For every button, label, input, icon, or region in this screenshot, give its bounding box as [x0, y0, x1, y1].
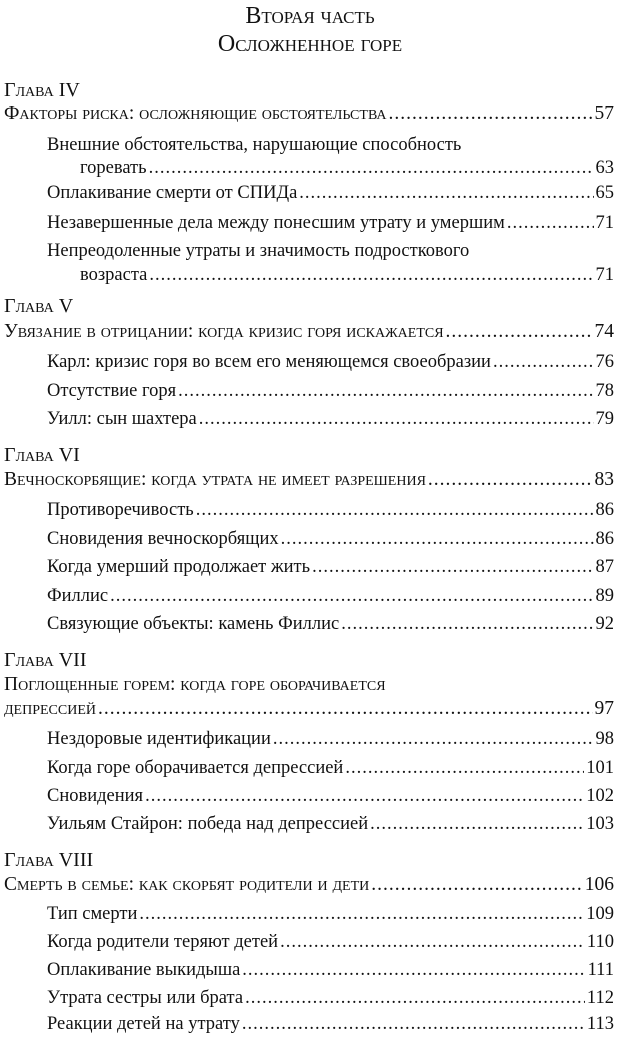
page-number: 79	[595, 409, 614, 429]
dot-leader	[196, 498, 594, 522]
dot-leader	[245, 986, 585, 1010]
dot-leader	[370, 812, 584, 836]
page-number: 110	[586, 932, 614, 952]
chapter-title: Факторы риска: осложняющие обстоятельства	[4, 103, 387, 124]
page-number: 86	[595, 529, 614, 549]
dot-leader	[341, 612, 593, 636]
section-row[interactable]	[47, 181, 614, 205]
section-row[interactable]	[47, 612, 614, 636]
section-row[interactable]	[47, 784, 614, 808]
section-row[interactable]	[80, 156, 614, 180]
chapter-title: Смерть в семье: как скорбят родители и дети	[4, 874, 370, 895]
chapter-title-row[interactable]	[4, 102, 614, 126]
section-title: Утрата сестры или брата	[47, 988, 244, 1008]
dot-leader	[273, 727, 594, 751]
section-title: Связующие объекты: камень Филлис	[47, 614, 340, 634]
section-title-line2: горевать	[80, 158, 147, 178]
section-row[interactable]	[47, 211, 614, 235]
page-number: 87	[595, 557, 614, 577]
chapter-title-line2: депрессией	[4, 698, 96, 719]
section-title: Противоречивость	[47, 500, 194, 520]
dot-leader	[389, 102, 593, 126]
section-row[interactable]	[47, 756, 614, 780]
chapter-title-row[interactable]	[4, 468, 614, 492]
chapter-title-row[interactable]	[4, 697, 614, 721]
page-number: 109	[586, 904, 614, 924]
section-title: Сновидения	[47, 786, 144, 806]
dot-leader	[178, 379, 593, 403]
page-number: 111	[587, 960, 614, 980]
section-title: Когда умерший продолжает жить	[47, 557, 311, 577]
page-number: 112	[586, 988, 614, 1008]
chapter-label: Глава V	[4, 295, 74, 317]
page-number: 102	[586, 786, 614, 806]
dot-leader	[493, 350, 594, 374]
section-row[interactable]	[47, 958, 614, 982]
page-number: 101	[586, 758, 614, 778]
section-row[interactable]	[47, 930, 614, 954]
page-number: 98	[595, 729, 614, 749]
section-row[interactable]	[47, 498, 614, 522]
page-number: 86	[595, 500, 614, 520]
dot-leader	[98, 697, 593, 721]
dot-leader	[280, 930, 585, 954]
section-title: Когда родители теряют детей	[47, 932, 279, 952]
section-title: Сновидения вечноскорбящих	[47, 529, 279, 549]
chapter-title-line1[interactable]: Поглощенные горем: когда горе оборачивается	[4, 674, 386, 695]
section-row[interactable]	[47, 555, 614, 579]
chapter-title: Вечноскорбящие: когда утрата не имеет разрешения	[4, 469, 426, 490]
dot-leader	[242, 958, 585, 982]
page-number: 78	[595, 381, 614, 401]
page-number: 57	[594, 103, 614, 124]
page-number: 74	[594, 321, 614, 342]
dot-leader	[312, 555, 593, 579]
chapter-label: Глава VIII	[4, 849, 94, 871]
page-number: 83	[594, 469, 614, 490]
section-title: Нездоровые идентификации	[47, 729, 271, 749]
section-title: Оплакивание выкидыша	[47, 960, 241, 980]
section-title: Уильям Стайрон: победа над депрессией	[47, 814, 369, 834]
section-title-line1[interactable]: Непреодоленные утраты и значимость подросткового	[47, 241, 470, 261]
dot-leader	[371, 873, 582, 897]
page-number: 103	[586, 814, 614, 834]
dot-leader	[345, 756, 584, 780]
section-row[interactable]	[47, 986, 614, 1010]
page-number: 113	[586, 1014, 614, 1034]
section-title: Уилл: сын шахтера	[47, 409, 197, 429]
section-row[interactable]	[47, 902, 614, 926]
dot-leader	[299, 181, 593, 205]
section-row[interactable]	[47, 1012, 614, 1036]
section-row[interactable]	[47, 727, 614, 751]
dot-leader	[139, 902, 584, 926]
chapter-title-row[interactable]	[4, 873, 614, 897]
section-row[interactable]	[47, 812, 614, 836]
section-row[interactable]	[47, 350, 614, 374]
dot-leader	[507, 211, 594, 235]
section-row[interactable]	[47, 527, 614, 551]
section-title: Когда горе оборачивается депрессией	[47, 758, 344, 778]
dot-leader	[110, 584, 593, 608]
part-label: Вторая часть	[245, 3, 375, 29]
page-number: 97	[594, 698, 614, 719]
section-row[interactable]	[47, 379, 614, 403]
dot-leader	[446, 320, 593, 344]
page-number: 71	[595, 213, 614, 233]
chapter-title-row[interactable]	[4, 320, 614, 344]
dot-leader	[281, 527, 594, 551]
page-number: 92	[595, 614, 614, 634]
page-number: 65	[595, 183, 614, 203]
section-title: Отсутствие горя	[47, 381, 177, 401]
section-title: Карл: кризис горя во всем его меняющемся своеобразии	[47, 352, 491, 372]
section-title: Незавершенные дела между понесшим утрату и умершим	[47, 213, 505, 233]
dot-leader	[149, 156, 594, 180]
dot-leader	[199, 407, 594, 431]
dot-leader	[145, 784, 584, 808]
dot-leader	[242, 1012, 585, 1036]
section-title: Тип смерти	[47, 904, 138, 924]
chapter-title: Увязание в отрицании: когда кризис горя искажается	[4, 321, 444, 342]
section-title: Реакции детей на утрату	[47, 1014, 240, 1034]
section-row[interactable]	[47, 584, 614, 608]
section-title: Филлис	[47, 586, 109, 606]
page-number: 106	[584, 874, 614, 895]
section-row[interactable]	[80, 263, 614, 287]
chapter-label: Глава IV	[4, 79, 80, 101]
page-number: 71	[595, 265, 614, 285]
page-number: 76	[595, 352, 614, 372]
part-title: Осложненное горе	[217, 31, 403, 57]
chapter-label: Глава VII	[4, 649, 87, 671]
dot-leader	[428, 468, 593, 492]
section-title: Оплакивание смерти от СПИДа	[47, 183, 298, 203]
page-number: 63	[595, 158, 614, 178]
section-row[interactable]	[47, 407, 614, 431]
section-title-line2: возраста	[80, 265, 148, 285]
section-title-line1[interactable]: Внешние обстоятельства, нарушающие способность	[47, 135, 462, 155]
chapter-label: Глава VI	[4, 444, 80, 466]
dot-leader	[149, 263, 593, 287]
page-number: 89	[595, 586, 614, 606]
